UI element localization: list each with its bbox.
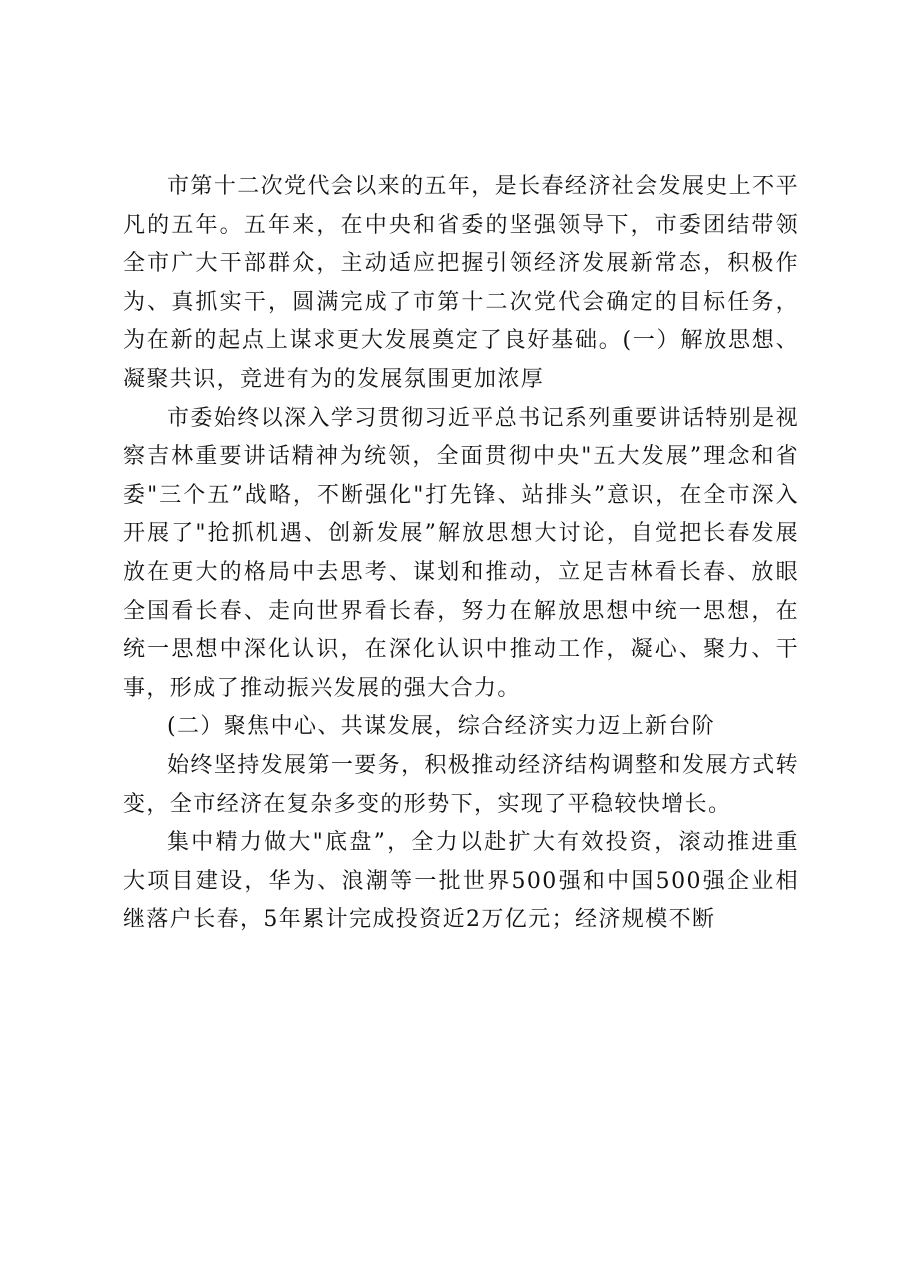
section-heading-two: (二）聚焦中心、共谋发展，综合经济实力迈上新台阶 [167, 714, 716, 740]
paragraph-section-one: 市委始终以深入学习贯彻习近平总书记系列重要讲话特别是视察吉林重要讲话精神为统领，全面贯彻中央"五大发展”理念和省委"三个五”战略，不断强化"打先锋、站排头”意识，在全市深入开展了"抢抓机遇、创新发展”解放思想大讨论，自觉把长春发展放在更大的格局中去思考、谋划和推动，立足吉林看长春、放眼全国看长春、走向世界看长春，努力在解放思想中统一思想，在统一思想中深化认识，在深化认识中推动工作，凝心、聚力、干事，形成了推动振兴发展的强大合力。 [123, 405, 799, 701]
paragraph-intro: 市第十二次党代会以来的五年，是长春经济社会发展史上不平凡的五年。五年来，在中央和省委的坚强领导下，市委团结带领全市广大干部群众，主动适应把握引领经济发展新常态，积极作为、真抓实干，圆满完成了市第十二次党代会确定的目标任务，为在新的起点上谋求更大发展奠定了良好基础。(一）解放思想、凝聚共识，竞进有为的发展氛围更加浓厚 [123, 174, 799, 392]
paragraph-investment: 集中精力做大"底盘”，全力以赴扩大有效投资，滚动推进重大项目建设，华为、浪潮等一批世界500强和中国500强企业相继落户长春，5年累计完成投资近2万亿元；经济规模不断 [123, 830, 799, 933]
paragraph-section-two-summary: 始终坚持发展第一要务，积极推动经济结构调整和发展方式转变，全市经济在复杂多变的形势下，实现了平稳较快增长。 [123, 752, 799, 817]
document-body [123, 168, 799, 940]
